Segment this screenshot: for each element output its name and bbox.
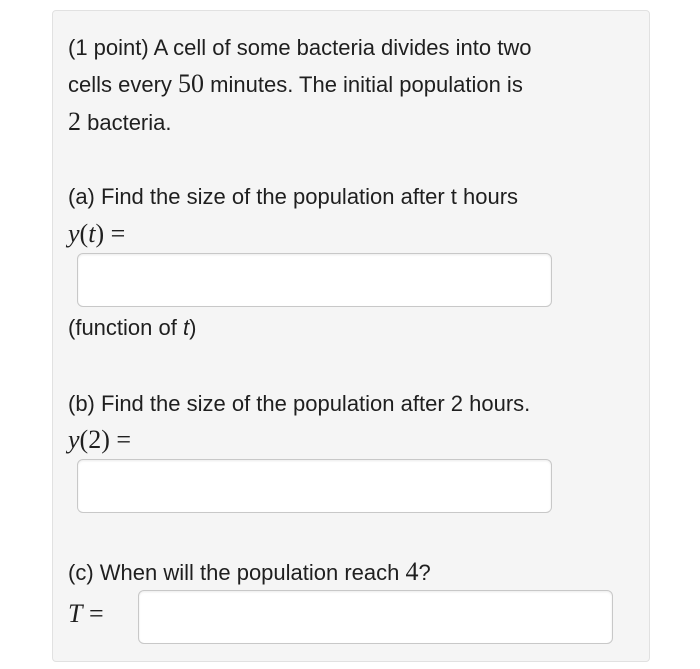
part-a-prompt (68, 183, 518, 211)
part-b-equation (68, 426, 131, 455)
division-minutes: 50 (178, 69, 205, 98)
part-b-prompt-text: (b) Find the size of the population after 2 hours. (68, 391, 531, 416)
intro-line-1 (68, 34, 531, 62)
intro-text-2a: cells every (68, 72, 179, 97)
part-a-func: y (68, 219, 80, 248)
part-b-equals: = (109, 425, 132, 454)
part-a-equals: = (104, 219, 126, 248)
part-a-note (68, 314, 196, 342)
intro-text-2b: minutes. The initial population is (204, 72, 523, 97)
part-c-equation (68, 600, 104, 629)
part-a-answer-input[interactable] (77, 253, 552, 307)
part-a-prompt-text: (a) Find the size of the population after t hours (68, 184, 519, 209)
part-a-note-pre: (function of (68, 315, 183, 340)
part-c-answer-input[interactable] (138, 590, 613, 644)
part-a-open: ( (79, 219, 89, 248)
part-a-note-post: ) (189, 315, 197, 340)
part-c-lhs: T (68, 599, 83, 628)
part-b-answer-input[interactable] (77, 459, 552, 513)
part-c-prompt-pre: (c) When will the population reach (68, 560, 406, 585)
part-b-func: y (68, 425, 80, 454)
part-b-prompt (68, 390, 530, 418)
part-a-note-var: t (182, 315, 190, 340)
initial-population: 2 (68, 107, 81, 136)
intro-line-3 (68, 108, 172, 137)
intro-line-2 (68, 70, 523, 99)
part-a-close: ) (95, 219, 105, 248)
part-c-prompt (68, 558, 431, 587)
part-a-equation (68, 220, 125, 249)
intro-text-3: bacteria. (81, 110, 172, 135)
part-c-target: 4 (405, 557, 419, 586)
part-c-equals: = (82, 599, 104, 628)
part-c-prompt-post: ? (418, 560, 431, 585)
intro-text-1: (1 point) A cell of some bacteria divides into two (68, 35, 532, 60)
part-b-arg: (2) (79, 425, 110, 454)
part-a-var: t (88, 219, 96, 248)
